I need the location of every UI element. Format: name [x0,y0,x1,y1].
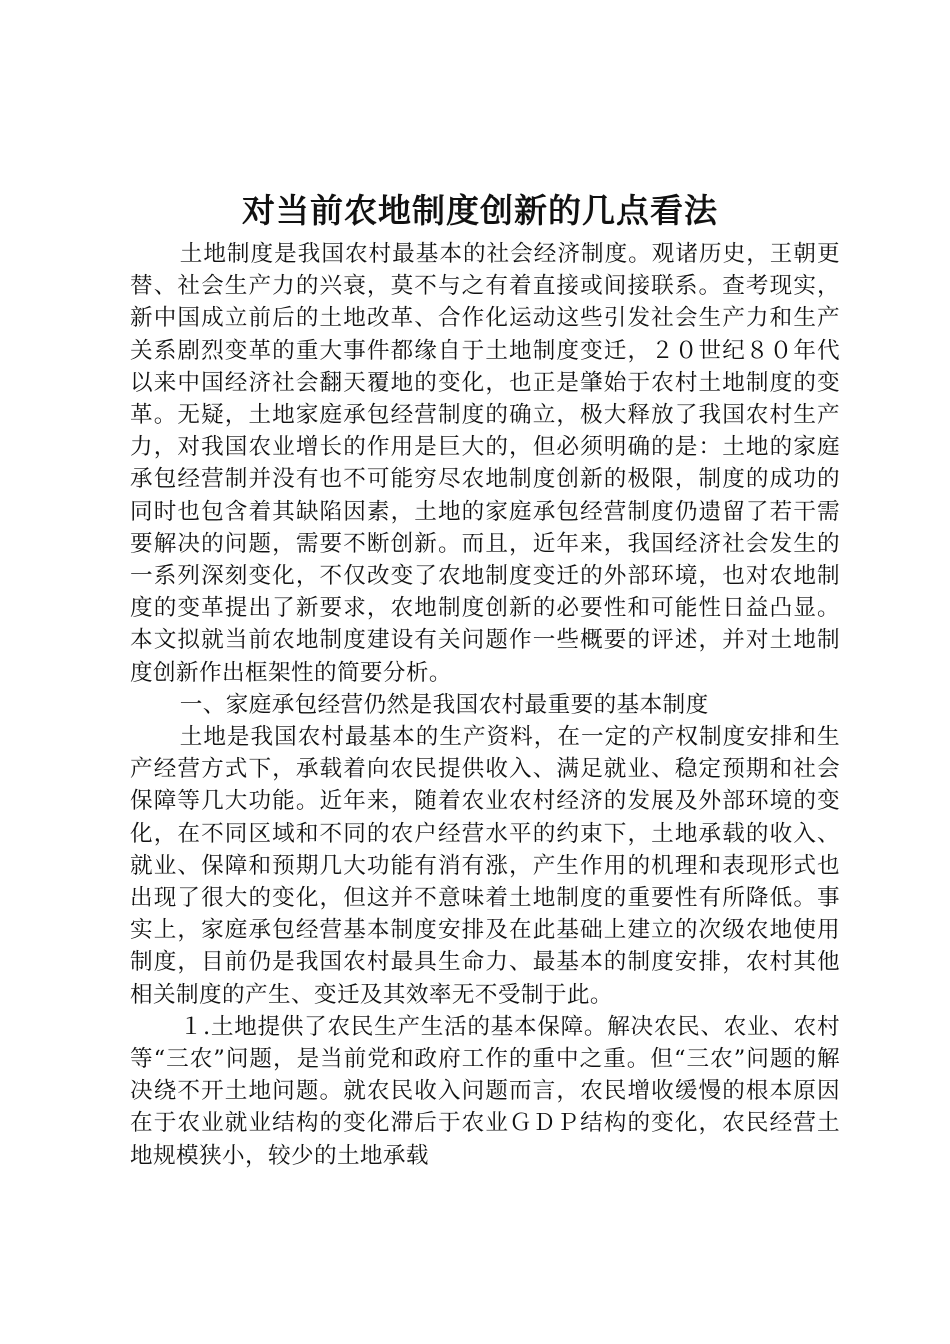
section-paragraph: 土地是我国农村最基本的生产资料，在一定的产权制度安排和生产经营方式下，承载着向农民提供收入、满足就业、稳定预期和社会保障等几大功能。近年来，随着农业农村经济的发展及外部环境的变化，在不同区域和不同的农户经营水平的约束下，土地承载的收入、就业、保障和预期几大功能有消有涨，产生作用的机理和表现形式也出现了很大的变化，但这并不意味着土地制度的重要性有所降低。事实上，家庭承包经营基本制度安排及在此基础上建立的次级农地使用制度，目前仍是我国农村最具生命力、最基本的制度安排，农村其他相关制度的产生、变迁及其效率无不受制于此。 [130,724,840,1008]
intro-paragraph: 土地制度是我国农村最基本的社会经济制度。观诸历史，王朝更替、社会生产力的兴衰，莫不与之有着直接或间接联系。查考现实，新中国成立前后的土地改革、合作化运动这些引发社会生产力和生产关系剧烈变革的重大事件都缘自于土地制度变迁，２０世纪８０年代以来中国经济社会翻天覆地的变化，也正是肇始于农村土地制度的变革。无疑，土地家庭承包经营制度的确立，极大释放了我国农村生产力，对我国农业增长的作用是巨大的，但必须明确的是：土地的家庭承包经营制并没有也不可能穷尽农地制度创新的极限，制度的成功的同时也包含着其缺陷因素，土地的家庭承包经营制度仍遗留了若干需要解决的问题，需要不断创新。而且，近年来，我国经济社会发生的一系列深刻变化，不仅改变了农地制度变迁的外部环境，也对农地制度的变革提出了新要求，农地制度创新的必要性和可能性日益凸显。本文拟就当前农地制度建设有关问题作一些概要的评述，并对土地制度创新作出框架性的简要分析。 [130,241,840,686]
numbered-paragraph: １.土地提供了农民生产生活的基本保障。解决农民、农业、农村等“三农”问题，是当前党和政府工作的重中之重。但“三农”问题的解决绕不开土地问题。就农民收入问题而言，农民增收缓慢的根本原因在于农业就业结构的变化滞后于农业ＧＤＰ结构的变化，农民经营土地规模狭小，较少的土地承载 [130,1013,840,1169]
section-heading: 一、家庭承包经营仍然是我国农村最重要的基本制度 [179,691,709,718]
document-title: 对当前农地制度创新的几点看法 [242,191,718,230]
document-body [130,238,840,1172]
